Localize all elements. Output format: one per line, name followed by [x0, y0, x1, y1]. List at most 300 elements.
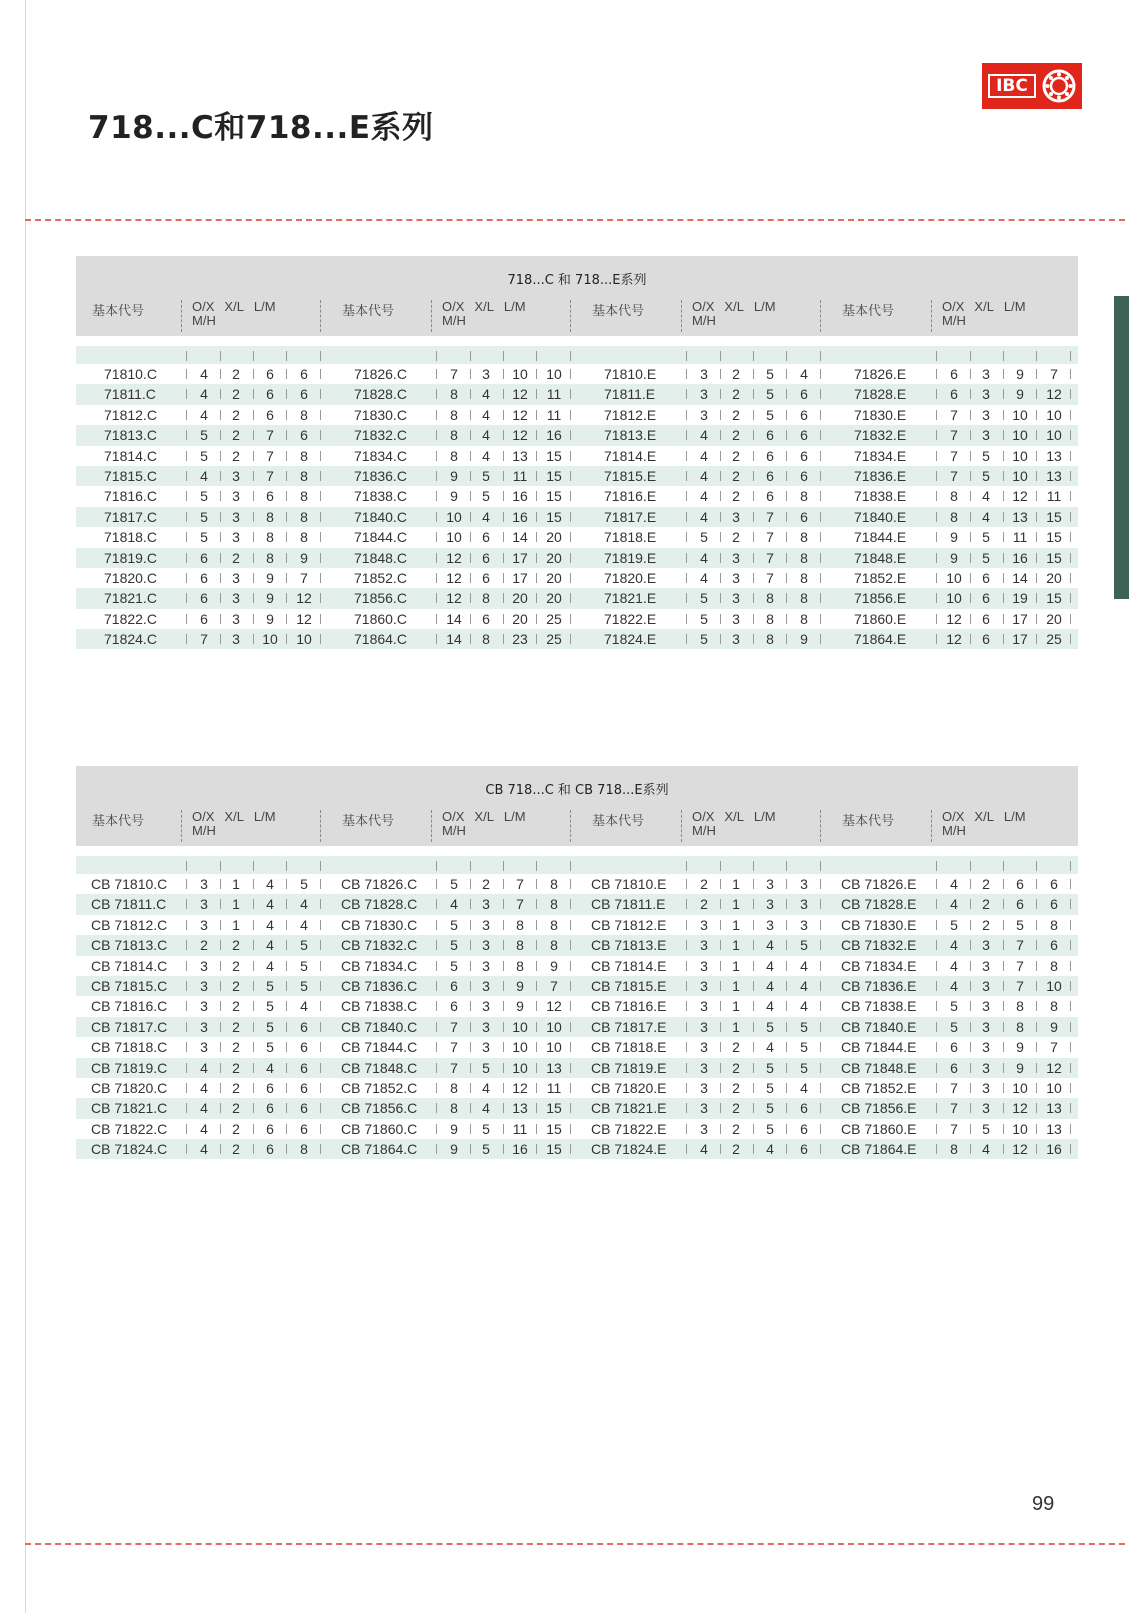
cell-divider-tick	[186, 634, 187, 644]
cell-divider-tick	[936, 491, 937, 501]
cell-divider-tick	[470, 491, 471, 501]
cell-divider-tick	[936, 961, 937, 971]
cell-divider-tick	[220, 981, 221, 991]
cell-value: 6	[266, 386, 274, 403]
table-row	[76, 588, 1078, 608]
cell-value: 13	[1046, 447, 1062, 464]
cell-value: 15	[546, 447, 562, 464]
cell-divider-tick	[720, 573, 721, 583]
cell-divider-tick	[753, 981, 754, 991]
cell-divider-tick	[1003, 1001, 1004, 1011]
cell-designation: CB 71844.E	[841, 1039, 917, 1056]
cell-value: 3	[232, 590, 240, 607]
cell-designation: CB 71820.E	[591, 1079, 667, 1096]
cell-value: 2	[232, 1141, 240, 1158]
cell-designation: 71824.C	[104, 631, 157, 648]
cell-value: 4	[482, 1100, 490, 1117]
cell-divider-tick	[253, 614, 254, 624]
cell-divider-tick	[720, 593, 721, 603]
cell-value: 4	[766, 1141, 774, 1158]
column-headers	[76, 810, 1078, 844]
cell-divider-tick	[936, 1144, 937, 1154]
cell-value: 6	[300, 427, 308, 444]
cell-divider-tick	[1070, 920, 1071, 930]
column-header-xl: X/L	[224, 299, 244, 314]
cell-divider-tick	[570, 471, 571, 481]
cell-value: 4	[800, 957, 808, 974]
cell-value: 3	[982, 937, 990, 954]
cell-designation: CB 71844.C	[341, 1039, 418, 1056]
cell-divider-tick	[286, 593, 287, 603]
cell-value: 3	[732, 508, 740, 525]
bearing-ring-icon	[1042, 69, 1076, 103]
cell-divider-tick	[436, 410, 437, 420]
cell-divider-tick	[686, 451, 687, 461]
cell-divider-tick	[970, 471, 971, 481]
cell-divider-tick	[186, 512, 187, 522]
cell-value: 10	[546, 1039, 562, 1056]
cell-designation: CB 71824.C	[91, 1141, 168, 1158]
cell-designation: CB 71821.E	[591, 1100, 667, 1117]
cell-divider-tick	[470, 981, 471, 991]
cell-designation: CB 71810.E	[591, 876, 667, 892]
cell-value: 4	[950, 896, 958, 913]
cell-divider-tick	[186, 1001, 187, 1011]
cell-divider-tick	[1036, 491, 1037, 501]
cell-designation: CB 71818.C	[91, 1039, 168, 1056]
cell-divider-tick	[1036, 593, 1037, 603]
cell-value: 5	[800, 1039, 808, 1056]
cell-divider-tick	[753, 920, 754, 930]
cell-divider-tick	[1003, 553, 1004, 563]
cell-value: 9	[266, 610, 274, 627]
cell-value: 2	[732, 1079, 740, 1096]
column-header-mh: M/H	[692, 823, 716, 838]
cell-value: 6	[800, 447, 808, 464]
cell-value: 5	[300, 977, 308, 994]
cell-value: 14	[512, 529, 528, 546]
cell-value: 4	[766, 957, 774, 974]
cell-value: 3	[200, 876, 208, 892]
cell-divider-tick	[1036, 471, 1037, 481]
header-separator	[931, 810, 933, 842]
cell-divider-tick	[753, 1063, 754, 1073]
cell-designation: CB 71820.C	[91, 1079, 168, 1096]
cell-value: 6	[766, 427, 774, 444]
cell-designation: CB 71817.E	[591, 1018, 667, 1035]
cell-designation: CB 71819.C	[91, 1059, 168, 1076]
cell-divider-tick	[503, 879, 504, 889]
cell-divider-tick	[936, 1063, 937, 1073]
cell-value: 7	[200, 631, 208, 648]
cell-divider-tick	[503, 451, 504, 461]
cell-divider-tick	[786, 1001, 787, 1011]
cell-divider-tick	[570, 899, 571, 909]
cell-divider-tick	[536, 1083, 537, 1093]
cell-divider-tick	[686, 573, 687, 583]
cell-divider-tick	[220, 1042, 221, 1052]
cell-value: 8	[300, 508, 308, 525]
cell-value: 2	[232, 1079, 240, 1096]
cell-divider-tick	[253, 1083, 254, 1093]
cell-divider-tick	[253, 920, 254, 930]
cell-value: 4	[982, 1141, 990, 1158]
cell-value: 2	[732, 1141, 740, 1158]
cell-divider-tick	[503, 634, 504, 644]
cell-divider-tick	[970, 961, 971, 971]
cell-divider-tick	[1036, 634, 1037, 644]
cell-divider-tick	[970, 614, 971, 624]
cell-divider-tick	[936, 451, 937, 461]
cell-value: 10	[1012, 1120, 1028, 1137]
cell-divider-tick	[436, 369, 437, 379]
cell-value: 9	[450, 1141, 458, 1158]
cell-value: 2	[982, 876, 990, 892]
cell-value: 5	[200, 488, 208, 505]
column-header-mh: M/H	[942, 823, 966, 838]
cell-divider-tick	[286, 491, 287, 501]
cell-designation: 71810.E	[604, 366, 657, 382]
cell-divider-tick	[936, 1083, 937, 1093]
cell-value: 6	[982, 610, 990, 627]
cell-divider-tick	[936, 634, 937, 644]
cell-divider-tick	[470, 634, 471, 644]
cell-divider-tick	[320, 1001, 321, 1011]
cell-value: 12	[1012, 1100, 1028, 1117]
cell-value: 8	[450, 1100, 458, 1117]
cell-divider-tick	[286, 614, 287, 624]
table-row	[76, 1119, 1078, 1139]
cell-value: 7	[450, 366, 458, 382]
cell-divider-tick	[936, 573, 937, 583]
cell-value: 2	[700, 876, 708, 892]
cell-divider-tick	[1036, 1124, 1037, 1134]
cell-designation: CB 71814.C	[91, 957, 168, 974]
cell-divider-tick	[786, 532, 787, 542]
cell-value: 20	[1046, 610, 1062, 627]
cell-divider-tick	[753, 369, 754, 379]
cell-divider-tick	[286, 369, 287, 379]
cell-value: 10	[446, 508, 462, 525]
column-tick	[470, 861, 471, 871]
cell-designation: 71817.E	[604, 508, 657, 525]
column-header-mh: M/H	[442, 823, 466, 838]
cell-divider-tick	[220, 899, 221, 909]
cell-value: 3	[700, 1018, 708, 1035]
cell-designation: 71816.C	[104, 488, 157, 505]
cell-value: 16	[512, 488, 528, 505]
cell-value: 4	[766, 977, 774, 994]
cell-value: 2	[700, 896, 708, 913]
cell-value: 12	[512, 1079, 528, 1096]
cell-divider-tick	[436, 634, 437, 644]
cell-divider-tick	[436, 879, 437, 889]
cell-divider-tick	[220, 532, 221, 542]
cell-divider-tick	[186, 389, 187, 399]
cell-divider-tick	[1003, 981, 1004, 991]
cell-value: 7	[950, 1079, 958, 1096]
cell-value: 10	[1012, 447, 1028, 464]
cell-divider-tick	[570, 410, 571, 420]
cell-divider-tick	[320, 1144, 321, 1154]
cell-divider-tick	[186, 451, 187, 461]
cell-divider-tick	[436, 1144, 437, 1154]
cell-divider-tick	[820, 369, 821, 379]
cell-value: 10	[512, 1039, 528, 1056]
cell-value: 6	[950, 366, 958, 382]
cell-divider-tick	[970, 1042, 971, 1052]
cell-divider-tick	[436, 614, 437, 624]
cell-divider-tick	[936, 389, 937, 399]
cell-divider-tick	[436, 920, 437, 930]
cell-divider-tick	[1070, 471, 1071, 481]
cell-designation: 71811.C	[104, 386, 156, 403]
cell-divider-tick	[470, 614, 471, 624]
cell-value: 5	[766, 1059, 774, 1076]
cell-designation: CB 71864.C	[341, 1141, 418, 1158]
cell-divider-tick	[436, 389, 437, 399]
cell-divider-tick	[1036, 920, 1037, 930]
cell-designation: 71860.E	[854, 610, 907, 627]
cell-divider-tick	[1003, 430, 1004, 440]
cell-value: 8	[300, 447, 308, 464]
cell-divider-tick	[686, 471, 687, 481]
cell-value: 5	[200, 508, 208, 525]
cell-divider-tick	[536, 451, 537, 461]
cell-value: 7	[950, 1120, 958, 1137]
cell-divider-tick	[286, 573, 287, 583]
cell-value: 5	[982, 447, 990, 464]
table-caption: 718...C 和 718...E系列	[507, 273, 647, 288]
cell-divider-tick	[786, 369, 787, 379]
column-tick	[436, 351, 437, 361]
cell-value: 9	[550, 957, 558, 974]
cell-divider-tick	[970, 1083, 971, 1093]
cell-divider-tick	[1003, 614, 1004, 624]
table-row	[76, 894, 1078, 914]
cell-value: 5	[450, 937, 458, 954]
cell-value: 8	[482, 590, 490, 607]
cell-value: 3	[800, 896, 808, 913]
cell-divider-tick	[686, 899, 687, 909]
group-separator	[320, 300, 322, 332]
cell-value: 8	[950, 488, 958, 505]
cell-divider-tick	[1036, 451, 1037, 461]
table-gap	[76, 846, 1078, 856]
cell-divider-tick	[536, 1042, 537, 1052]
header-separator	[431, 300, 433, 332]
cell-value: 12	[1012, 1141, 1028, 1158]
cell-value: 3	[700, 386, 708, 403]
column-header-name: 基本代号	[342, 304, 395, 319]
cell-designation: CB 71840.E	[841, 1018, 917, 1035]
cell-divider-tick	[753, 1001, 754, 1011]
cell-divider-tick	[286, 1144, 287, 1154]
cell-divider-tick	[286, 553, 287, 563]
cell-value: 3	[482, 957, 490, 974]
cell-divider-tick	[470, 1083, 471, 1093]
cell-divider-tick	[1036, 512, 1037, 522]
table-row	[76, 629, 1078, 649]
cell-value: 5	[1016, 916, 1024, 933]
cell-divider-tick	[936, 879, 937, 889]
cell-designation: 71828.C	[354, 386, 407, 403]
cell-divider-tick	[686, 410, 687, 420]
column-header-mh: M/H	[192, 313, 216, 328]
cell-divider-tick	[1070, 430, 1071, 440]
cell-value: 4	[200, 1120, 208, 1137]
cell-divider-tick	[820, 614, 821, 624]
group-separator	[320, 810, 322, 842]
cell-value: 12	[512, 406, 528, 423]
cell-designation: CB 71819.E	[591, 1059, 667, 1076]
cell-value: 4	[300, 998, 308, 1015]
cell-value: 7	[950, 467, 958, 484]
cell-value: 8	[550, 916, 558, 933]
cell-divider-tick	[1003, 1103, 1004, 1113]
column-tick	[186, 861, 187, 871]
cell-value: 8	[800, 590, 808, 607]
cell-divider-tick	[320, 981, 321, 991]
cell-divider-tick	[536, 1001, 537, 1011]
cell-divider-tick	[186, 879, 187, 889]
cell-value: 7	[516, 876, 524, 892]
cell-divider-tick	[253, 532, 254, 542]
ibc-logo	[982, 63, 1082, 109]
table-cb-718-series	[76, 766, 1078, 1159]
cell-value: 3	[982, 366, 990, 382]
cell-divider-tick	[686, 961, 687, 971]
cell-value: 3	[200, 1018, 208, 1035]
cell-value: 3	[700, 1100, 708, 1117]
cell-value: 5	[800, 1059, 808, 1076]
column-tick	[786, 861, 787, 871]
cell-value: 12	[296, 590, 312, 607]
cell-divider-tick	[320, 593, 321, 603]
cell-value: 7	[1016, 957, 1024, 974]
cell-divider-tick	[970, 430, 971, 440]
cell-designation: CB 71816.C	[91, 998, 168, 1015]
cell-divider-tick	[186, 899, 187, 909]
cell-value: 13	[1012, 508, 1028, 525]
column-header-name: 基本代号	[842, 814, 895, 829]
cell-divider-tick	[720, 1001, 721, 1011]
cell-value: 6	[300, 386, 308, 403]
cell-designation: 71830.E	[854, 406, 907, 423]
cell-value: 2	[232, 937, 240, 954]
cell-divider-tick	[436, 451, 437, 461]
cell-value: 10	[1012, 406, 1028, 423]
table-row	[76, 486, 1078, 506]
cell-value: 3	[700, 366, 708, 382]
cell-divider-tick	[1003, 879, 1004, 889]
cell-divider-tick	[820, 981, 821, 991]
cell-value: 4	[482, 447, 490, 464]
cell-divider-tick	[970, 1103, 971, 1113]
cell-value: 3	[200, 916, 208, 933]
cell-value: 14	[446, 631, 462, 648]
cell-value: 3	[482, 1018, 490, 1035]
cell-value: 5	[982, 467, 990, 484]
cell-value: 4	[766, 1039, 774, 1056]
column-tick	[1036, 351, 1037, 361]
cell-designation: 71864.C	[354, 631, 407, 648]
cell-designation: CB 71815.E	[591, 977, 667, 994]
cell-divider-tick	[320, 1063, 321, 1073]
cell-divider-tick	[286, 920, 287, 930]
cell-designation: CB 71852.C	[341, 1079, 418, 1096]
cell-value: 3	[800, 916, 808, 933]
cell-divider-tick	[753, 553, 754, 563]
cell-divider-tick	[186, 940, 187, 950]
cell-divider-tick	[820, 1083, 821, 1093]
cell-value: 4	[950, 957, 958, 974]
cell-divider-tick	[1003, 1022, 1004, 1032]
cell-value: 8	[300, 406, 308, 423]
cell-divider-tick	[1036, 1042, 1037, 1052]
cell-designation: CB 71838.C	[341, 998, 418, 1015]
cell-divider-tick	[253, 451, 254, 461]
column-tick	[970, 861, 971, 871]
column-header-lm: L/M	[753, 809, 776, 824]
column-tick	[536, 861, 537, 871]
cell-value: 13	[546, 1059, 562, 1076]
cell-value: 8	[266, 508, 274, 525]
cell-divider-tick	[220, 1001, 221, 1011]
cell-divider-tick	[570, 1042, 571, 1052]
cell-divider-tick	[253, 1042, 254, 1052]
cell-designation: CB 71815.C	[91, 977, 168, 994]
cell-value: 14	[446, 610, 462, 627]
cell-divider-tick	[820, 1063, 821, 1073]
cell-divider-tick	[220, 430, 221, 440]
cell-divider-tick	[786, 940, 787, 950]
cell-value: 3	[982, 406, 990, 423]
cell-value: 1	[232, 876, 240, 892]
cell-divider-tick	[436, 573, 437, 583]
cell-divider-tick	[186, 614, 187, 624]
cell-value: 10	[512, 366, 528, 382]
cell-divider-tick	[786, 1144, 787, 1154]
cell-divider-tick	[470, 532, 471, 542]
cell-value: 8	[450, 386, 458, 403]
cell-value: 4	[200, 366, 208, 382]
cell-value: 3	[700, 1059, 708, 1076]
cell-divider-tick	[1036, 614, 1037, 624]
cell-divider-tick	[253, 1124, 254, 1134]
cell-divider-tick	[570, 553, 571, 563]
cell-divider-tick	[1070, 1063, 1071, 1073]
cell-divider-tick	[720, 369, 721, 379]
cell-value: 3	[482, 977, 490, 994]
cell-value: 8	[516, 916, 524, 933]
cell-value: 4	[266, 916, 274, 933]
cell-designation: 71818.C	[104, 529, 157, 546]
cell-value: 7	[766, 508, 774, 525]
bottom-dashed-divider	[25, 1543, 1125, 1545]
column-tick	[220, 351, 221, 361]
cell-divider-tick	[1070, 879, 1071, 889]
cell-value: 3	[200, 998, 208, 1015]
cell-value: 13	[1046, 467, 1062, 484]
cell-divider-tick	[970, 634, 971, 644]
cell-divider-tick	[470, 553, 471, 563]
cell-divider-tick	[286, 1042, 287, 1052]
cell-divider-tick	[536, 879, 537, 889]
cell-designation: 71834.E	[854, 447, 907, 464]
cell-designation: 71812.C	[104, 406, 157, 423]
header-separator	[931, 300, 933, 332]
